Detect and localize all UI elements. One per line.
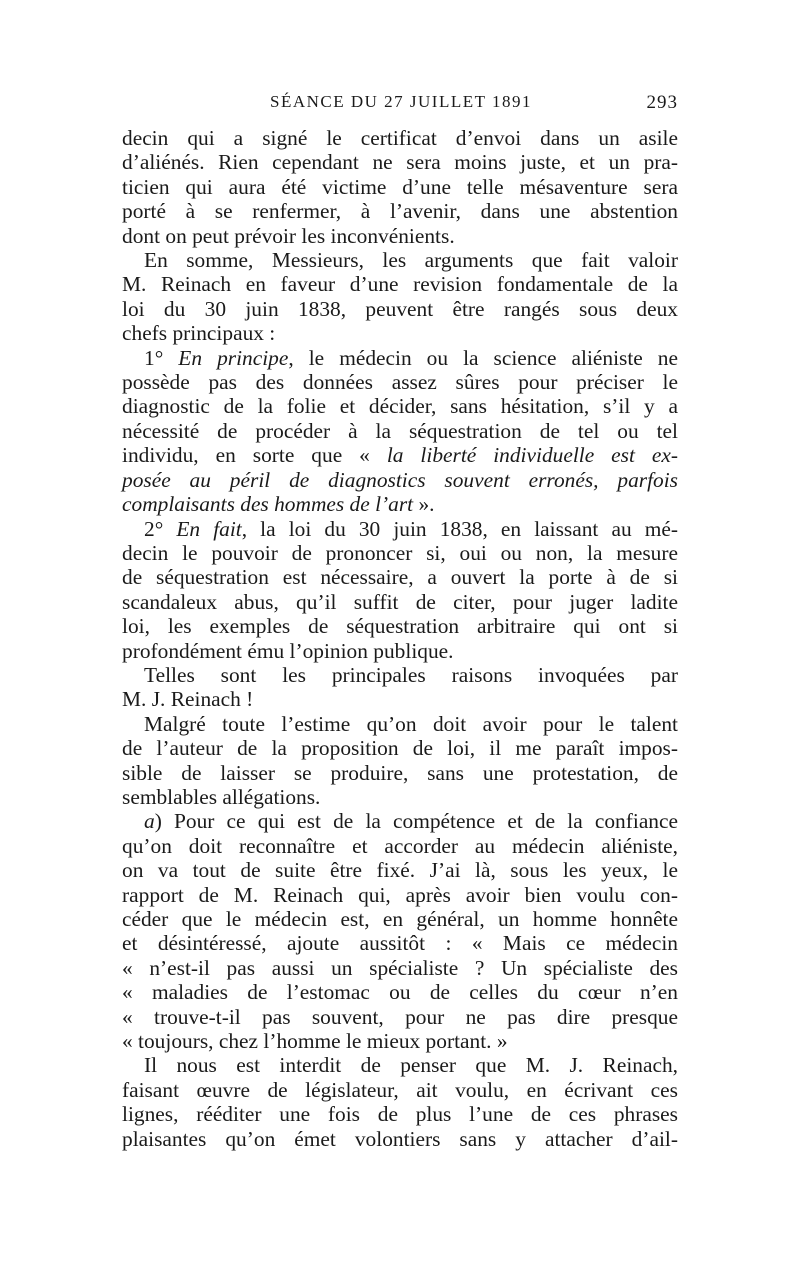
text-line: nécessité de procéder à la séquestration de tel ou tel bbox=[122, 418, 678, 443]
text-segment: individu, en sorte que « bbox=[122, 443, 387, 468]
text-line: faisant œuvre de législateur, ait voulu, en écrivant ces bbox=[122, 1077, 678, 1102]
text-line: céder que le médecin est, en général, un homme honnête bbox=[122, 907, 678, 931]
text-line: ticien qui aura été victime d’une telle mésaventure sera bbox=[122, 174, 678, 199]
text-segment: , le médecin ou la science aliéniste ne bbox=[288, 345, 678, 370]
text-segment: 2° bbox=[144, 516, 177, 541]
text-line: Telles sont les principales raisons invoquées par bbox=[144, 662, 678, 687]
text-line: dont on peut prévoir les inconvénients. bbox=[122, 223, 455, 248]
italic-segment: complaisants des hommes de l’art bbox=[122, 492, 414, 517]
text-line: rapport de M. Reinach qui, après avoir bien voulu con- bbox=[122, 882, 678, 907]
text-line: diagnostic de la folie et décider, sans hésitation, s’il y a bbox=[122, 394, 678, 419]
text-line bbox=[122, 468, 678, 492]
italic-segment: a bbox=[144, 809, 155, 834]
text-line: on va tout de suite être fixé. J’ai là, sous les yeux, le bbox=[122, 858, 678, 883]
text-segment: , la loi du 30 juin 1838, en laissant au mé- bbox=[241, 516, 678, 541]
text-line: loi du 30 juin 1838, peuvent être rangés sous deux bbox=[122, 296, 678, 321]
text-segment: 1° bbox=[144, 345, 179, 370]
text-line: « maladies de l’estomac ou de celles du cœur n’en bbox=[122, 980, 678, 1005]
text-line: plaisantes qu’on émet volontiers sans y attacher d’ail- bbox=[122, 1126, 678, 1151]
text-line bbox=[122, 492, 678, 516]
italic-segment: En principe bbox=[178, 345, 289, 370]
text-line: semblables allégations. bbox=[122, 784, 321, 809]
text-line: chefs principaux : bbox=[122, 321, 276, 346]
text-line: scandaleux abus, qu’il suffit de citer, pour juger ladite bbox=[122, 589, 678, 614]
text-line: possède pas des données assez sûres pour préciser le bbox=[122, 370, 678, 395]
text-line: decin qui a signé le certificat d’envoi dans un asile bbox=[122, 126, 678, 150]
text-line bbox=[122, 517, 678, 541]
text-line: Malgré toute l’estime qu’on doit avoir pour le talent bbox=[144, 711, 678, 736]
text-line: profondément ému l’opinion publique. bbox=[122, 638, 454, 663]
text-line: de séquestration est nécessaire, a ouvert la porte à de si bbox=[122, 565, 678, 590]
text-line bbox=[122, 809, 678, 833]
text-line: qu’on doit reconnaître et accorder au médecin aliéniste, bbox=[122, 833, 678, 858]
italic-segment: posée au péril de diagnostics souvent erronés, parfois bbox=[122, 467, 678, 492]
text-line: En somme, Messieurs, les arguments que fait valoir bbox=[144, 248, 678, 273]
text-line: et désintéressé, ajoute aussitôt : « Mais ce médecin bbox=[122, 931, 678, 956]
italic-segment: En fait bbox=[176, 516, 242, 541]
text-segment: ». bbox=[413, 492, 435, 517]
body-text bbox=[122, 126, 678, 1151]
text-segment: ) Pour ce qui est de la compétence et de la confiance bbox=[154, 809, 678, 834]
text-line bbox=[122, 346, 678, 370]
text-line: « trouve-t-il pas souvent, pour ne pas dire presque bbox=[122, 1004, 678, 1029]
text-line: M. J. Reinach ! bbox=[122, 687, 254, 712]
text-line: « toujours, chez l’homme le mieux portant. » bbox=[122, 1029, 508, 1054]
text-line: porté à se renfermer, à l’avenir, dans une abstention bbox=[122, 199, 678, 224]
text-line: de l’auteur de la proposition de loi, il me paraît impos- bbox=[122, 736, 678, 761]
text-line: sible de laisser se produire, sans une protestation, de bbox=[122, 760, 678, 785]
book-page bbox=[122, 92, 678, 1151]
text-line: d’aliénés. Rien cependant ne sera moins juste, et un pra- bbox=[122, 150, 678, 175]
text-line: Il nous est interdit de penser que M. J. Reinach, bbox=[144, 1053, 678, 1078]
italic-segment: la liberté individuelle est ex- bbox=[386, 443, 679, 468]
running-head bbox=[122, 92, 678, 120]
text-line: « n’est-il pas aussi un spécialiste ? Un spécialiste des bbox=[122, 955, 678, 980]
text-line: lignes, rééditer une fois de plus l’une de ces phrases bbox=[122, 1102, 678, 1127]
page-number: 293 bbox=[646, 92, 678, 113]
text-line: M. Reinach en faveur d’une revision fondamentale de la bbox=[122, 272, 678, 297]
text-line bbox=[122, 443, 678, 467]
text-line: decin le pouvoir de prononcer si, oui ou non, la mesure bbox=[122, 540, 678, 565]
text-line: loi, les exemples de séquestration arbitraire qui ont si bbox=[122, 614, 678, 639]
running-title: SÉANCE DU 27 JUILLET 1891 bbox=[270, 92, 532, 111]
